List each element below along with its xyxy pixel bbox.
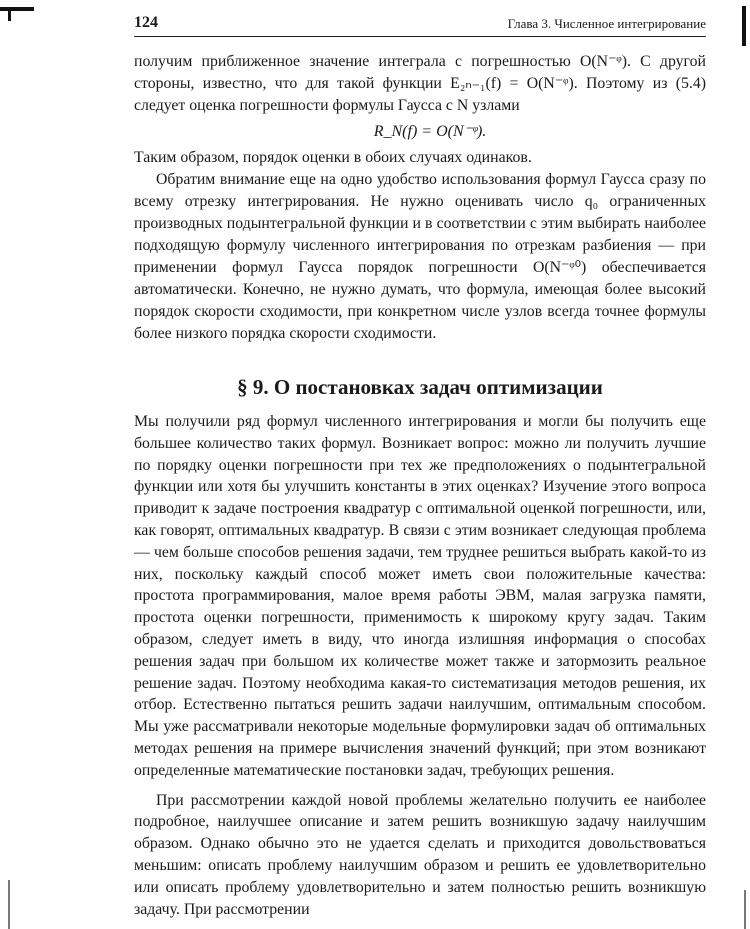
scan-artifact-bottom-left: [8, 880, 10, 929]
section-title: § 9. О постановках задач оптимизации: [237, 375, 603, 399]
scan-artifact-top-left: [0, 7, 34, 11]
scan-artifact-bottom-right: [744, 890, 746, 929]
scan-artifact-right-edge: [742, 6, 746, 46]
paragraph-5: При рассмотрении каждой новой проблемы желательно получить ее наиболее подробное, наилучшее описание и затем решить возникшую задачу наилучшим образом. Однако обычно это не удается сделать и приходится довольствоваться меньшим: описать проблему наилучшим образом и решить ее удовлетворительно или описать проблему удовлетворительно и затем полностью решить возникшую задачу. При рассмотрении: [134, 791, 706, 918]
running-head: Глава 3. Численное интегрирование: [507, 16, 706, 31]
paragraph-4: Мы получили ряд формул численного интегрирования и могли бы получить еще большее количество таких формул. Возникает вопрос: можно ли получить лучшие по порядку оценки погрешности при тех же предположениях о подынтегральной функции или хотя бы улучшить константы в этих оценках? Изучение этого вопроса приводит к задаче построения квадратур с оптимальной оценкой погрешности, или, как говорят, оптимальных квадратур. В связи с этим возникает следующая проблема — чем больше способов решения задачи, тем труднее решиться выбрать какой-то из них, поскольку каждый способ может иметь свои положительные качества: простота программирования, малое время работы ЭВМ, малая загрузка памяти, простота оценки погрешности, применимость к широкому кругу задач. Таким образом, следует иметь в виду, что иногда излишняя информация о способах решения задач при большом их количестве может также и затормозить реальное решение задач. Поэтому необходима какая-то систематизация методов решения, их отбор. Естественно пытаться решить задачи наилучшим, оптимальным способом. Мы уже рассматривали некоторые модельные формулировки задач об оптимальных методах решения на примере вычисления значений функций; при этом возникают определенные математические постановки задач, требующих решения.: [134, 413, 706, 779]
paragraph-2: Таким образом, порядок оценки в обоих случаях одинаков.: [134, 149, 532, 166]
book-page: [134, 10, 706, 920]
paragraph-3: Обратим внимание еще на одно удобство использования формул Гаусса сразу по всему отрезку интегрирования. Не нужно оценивать число q₀ ограниченных производных подынтегральной функции и в соответствии с этим выбирать наиболее подходящую формулу численного интегрирования по отрезкам разбиения — при применении формул Гаусса порядок погрешности O(N⁻ᵠ⁰) обеспечивается автоматически. Конечно, не нужно думать, что формула, имеющая более высокий порядок скорости сходимости, при конкретном числе узлов всегда точнее формулы более низкого порядка скорости сходимости.: [134, 171, 706, 342]
page-number: 124: [134, 14, 158, 31]
paragraph-1: получим приближенное значение интеграла с погрешностью O(N⁻ᵠ). С другой стороны, известно, что для такой функции E₂ₙ₋₁(f) = O(N⁻ᵠ). Поэтому из (5.4) следует оценка погрешности формулы Гаусса с N узлами: [134, 53, 706, 114]
formula-error-estimate: R_N(f) = O(N⁻ᵠ).: [373, 123, 487, 140]
scan-artifact-top-left-stem: [8, 7, 11, 21]
page-header: [134, 10, 706, 37]
